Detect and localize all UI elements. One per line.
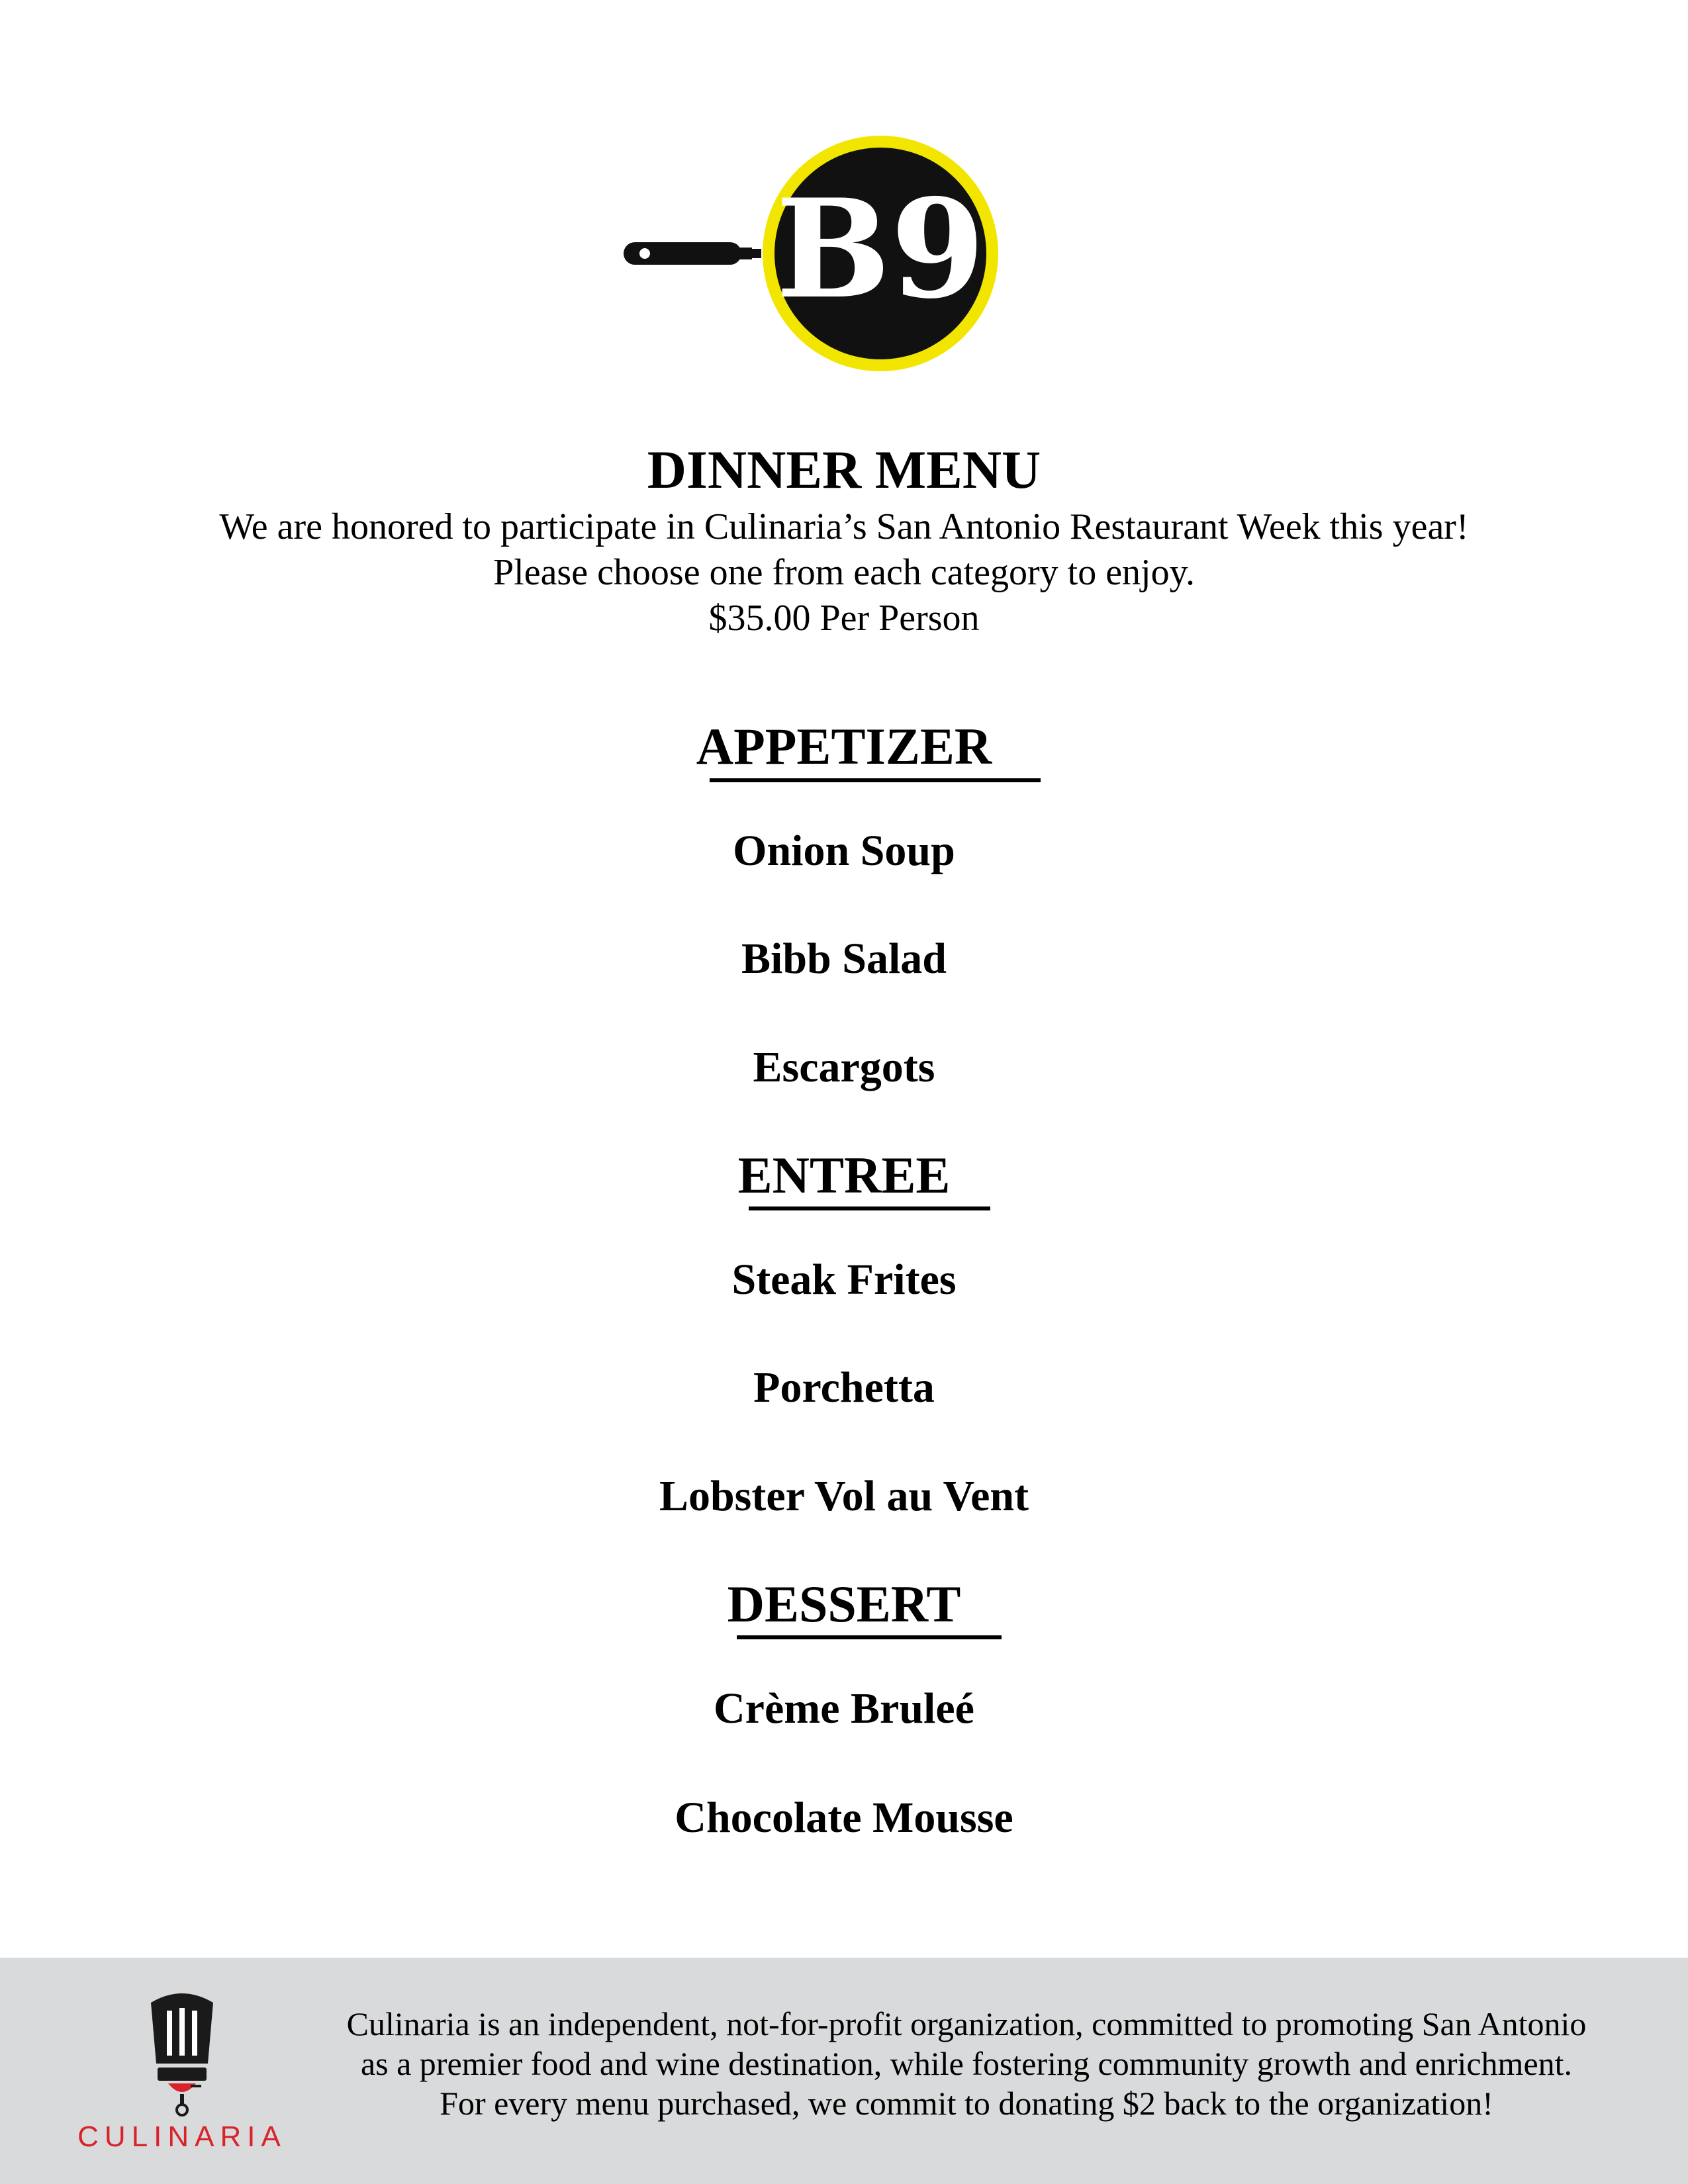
culinaria-logo [73, 1984, 291, 2169]
menu-item: Chocolate Mousse [675, 1794, 1013, 1842]
footer-banner [0, 1958, 1688, 2184]
footer-text [291, 2004, 1642, 2123]
menu-item: Lobster Vol au Vent [659, 1472, 1029, 1520]
menu-intro [0, 504, 1688, 641]
section-heading-dessert: DESSERT [727, 1575, 961, 1633]
menu-item: Onion Soup [733, 827, 955, 875]
footer-line: Culinaria is an independent, not-for-profit organization, committed to promoting San Antonio [346, 2005, 1587, 2042]
menu-item: Porchetta [753, 1363, 935, 1412]
footer-line: For every menu purchased, we commit to donating $2 back to the organization! [440, 2085, 1493, 2122]
footer-line: as a premier food and wine destination, while fostering community growth and enrichment. [360, 2045, 1573, 2082]
b9-logo-text: B9 [776, 170, 985, 329]
menu-item: Steak Frites [731, 1255, 957, 1304]
section-heading-appetizer: APPETIZER [696, 717, 992, 775]
menu-item: Bibb Salad [741, 934, 947, 983]
menu-item: Escargots [753, 1043, 935, 1091]
intro-line: Please choose one from each category to enjoy. [493, 552, 1195, 593]
chef-hat-icon [73, 1984, 291, 2116]
section-underline [710, 778, 1041, 782]
menu-item: Crème Bruleé [714, 1684, 974, 1733]
price-line: $35.00 Per Person [708, 598, 980, 639]
b9-logo [616, 131, 1026, 376]
menu-title: DINNER MENU [647, 439, 1041, 500]
section-underline [737, 1635, 1002, 1639]
intro-line: We are honored to participate in Culinaria’s San Antonio Restaurant Week this year! [219, 506, 1469, 547]
frying-pan-icon [616, 131, 1026, 376]
section-underline [749, 1206, 990, 1210]
section-heading-entree: ENTREE [737, 1146, 951, 1204]
culinaria-wordmark: CULINARIA [77, 2120, 287, 2153]
